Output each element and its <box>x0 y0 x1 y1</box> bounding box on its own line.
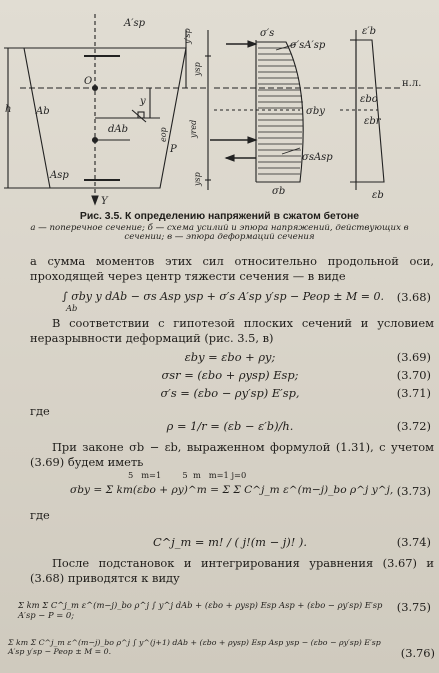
label-dab: dAb <box>108 124 129 135</box>
equation-number-3-75: (3.75) <box>396 600 431 614</box>
label-y: y <box>140 96 146 107</box>
equation-3-73: σby = Σ km(εbo + ρy)^m = Σ Σ C^j_m ε^(m−j)_bo ρ^j y^j, <box>70 484 394 496</box>
label-y-sp-top: y′sp <box>183 28 192 44</box>
label-y-axis: Y <box>101 196 108 207</box>
label-eps-bo: εbo <box>360 94 378 105</box>
label-eps-b: εb <box>372 190 384 201</box>
label-sigma-as-top: σ′sA′sp <box>290 40 326 51</box>
equation-3-74: C^j_m = m! / ( j!(m − j)! ). <box>153 535 307 549</box>
label-sigma-s-top: σ′s <box>260 28 275 39</box>
label-sigma-s-a: σsAsp <box>302 152 333 163</box>
paragraph-1: а сумма моментов этих сил относительно продольной оси, проходящей через центр тяжести сечения — в виде <box>30 254 434 283</box>
equation-number-3-76: (3.76) <box>400 646 435 660</box>
label-p: P <box>170 144 177 155</box>
label-a-sp-top: A′sp <box>124 18 146 29</box>
strain-diagram <box>340 30 400 190</box>
figure-3-5 <box>0 0 439 208</box>
equation-number-3-69: (3.69) <box>396 350 431 364</box>
paragraph-3: При законе σb − εb, выраженном формулой (1.31), с учетом (3.69) будем иметь <box>30 440 434 469</box>
label-o: O <box>84 76 93 87</box>
label-y-sp: ysp <box>193 172 202 186</box>
label-y-red-top: ysp <box>193 62 202 76</box>
label-eps-b-top: ε′b <box>362 26 377 37</box>
figure-caption-title: Рис. 3.5. К определению напряжений в сжатом бетоне <box>79 211 360 222</box>
label-y-red: yred <box>189 119 198 138</box>
label-nl: н.л. <box>402 78 422 89</box>
equation-number-3-71: (3.71) <box>396 386 431 400</box>
equation-3-70: σsr = (εbo + ρysp) Esp; <box>161 368 299 382</box>
label-h: h <box>5 104 12 115</box>
paragraph-2: В соответствии с гипотезой плоских сечений и условием неразрывности деформаций (рис. 3.5, в) <box>30 316 434 345</box>
equation-number-3-73: (3.73) <box>396 484 431 498</box>
equation-number-3-70: (3.70) <box>396 368 431 382</box>
equation-3-72: ρ = 1/r = (εb − ε′b)/h. <box>166 419 294 433</box>
equation-3-68: ∫ σby y dAb − σs Asp ysp + σ′s A′sp y′sp − Peop ± M = 0. <box>62 290 384 303</box>
label-ab: Ab <box>36 106 50 117</box>
equation-3-73-limits: 5 m=1 5 m m=1 j=0 <box>128 470 247 480</box>
equation-3-69: εby = εbo + ρy; <box>184 350 276 364</box>
equation-3-75: Σ km Σ C^j_m ε^(m−j)_bo ρ^j ∫ y^j dAb + (εbo + ρysp) Esp Asp + (εbo − ρy′sp) E′sp A′sp − P = 0; <box>18 600 383 620</box>
equation-3-68-subscript: Ab <box>66 303 78 313</box>
equation-number-3-68: (3.68) <box>396 290 431 304</box>
label-e-op: eop <box>159 127 168 142</box>
label-sigma-b: σb <box>272 186 286 197</box>
equation-3-71: σ′s = (εbo − ρy′sp) E′sp, <box>160 386 300 400</box>
where-2: где <box>30 508 50 522</box>
label-a-sp: Asp <box>50 170 69 181</box>
equation-number-3-72: (3.72) <box>396 419 431 433</box>
paragraph-4: После подстановок и интегрирования уравнения (3.67) и (3.68) приводятся к виду <box>30 556 434 585</box>
figure-caption-text: а — поперечное сечение; б — схема усилий и эпюра напряжений, действующих в сечении; в — эпюра деформаций сечения <box>30 223 409 243</box>
where-1: где <box>30 404 50 418</box>
label-sigma-by: σby <box>306 106 325 117</box>
equation-number-3-74: (3.74) <box>396 535 431 549</box>
equation-3-76: Σ km Σ C^j_m ε^(m−j)_bo ρ^j ∫ y^(j+1) dAb + (εbo + ρysp) Esp Asp ysp − (εbo − ρy′sp) E′sp A′sp y′sp − Peop ± M = 0. <box>8 638 381 656</box>
label-eps-by: εbr <box>364 116 381 127</box>
